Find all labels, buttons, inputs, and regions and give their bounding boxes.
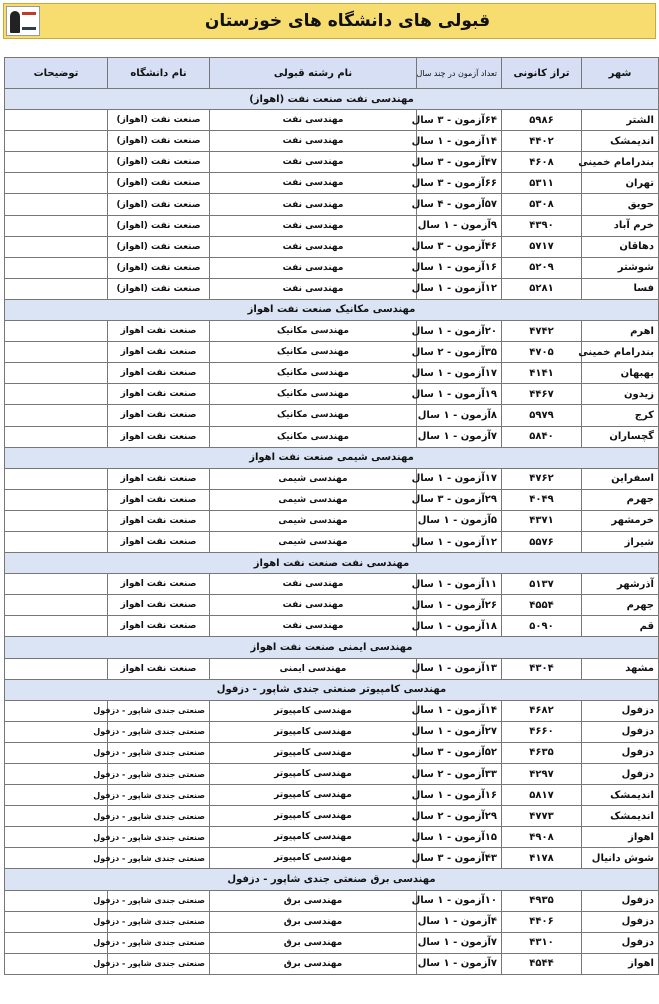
score-cell: ۴۴۰۲ [502, 131, 582, 152]
city-cell: خرم آباد [582, 215, 659, 236]
university-cell: صنعت نفت اهواز [108, 342, 210, 363]
table-row [5, 384, 659, 405]
score-cell: ۴۹۳۵ [502, 890, 582, 911]
table-row [5, 510, 659, 531]
university-cell: صنعتی جندی شاپور - دزفول [108, 932, 210, 953]
major-cell: مهندسی نفت [210, 173, 417, 194]
notes-cell [5, 953, 108, 974]
notes-cell [5, 215, 108, 236]
university-cell: صنعت نفت (اهواز) [108, 215, 210, 236]
table-row [5, 468, 659, 489]
major-cell: مهندسی ایمنی [210, 658, 417, 679]
table-row [5, 911, 659, 932]
notes-cell [5, 764, 108, 785]
score-cell: ۴۱۴۱ [502, 363, 582, 384]
major-cell: مهندسی مکانیک [210, 321, 417, 342]
column-header-notes: توضیحات [5, 58, 108, 89]
university-cell: صنعت نفت اهواز [108, 531, 210, 552]
exam-count-cell: ۱۲آزمون - ۱ سال [417, 278, 502, 299]
city-cell: اهواز [582, 827, 659, 848]
exam-count-cell: ۱۳آزمون - ۱ سال [417, 658, 502, 679]
exam-count-cell: ۱۰آزمون - ۱ سال [417, 890, 502, 911]
exam-count-cell: ۲۹آزمون - ۲ سال [417, 806, 502, 827]
table-row [5, 489, 659, 510]
city-cell: بندرامام خمینی [582, 342, 659, 363]
major-cell: مهندسی نفت [210, 616, 417, 637]
section-title: مهندسی نفت صنعت نفت اهواز [5, 553, 659, 574]
notes-cell [5, 152, 108, 173]
exam-count-cell: ۷آزمون - ۱ سال [417, 932, 502, 953]
university-cell: صنعتی جندی شاپور - دزفول [108, 721, 210, 742]
city-cell: اهرم [582, 321, 659, 342]
university-cell: صنعتی جندی شاپور - دزفول [108, 764, 210, 785]
notes-cell [5, 384, 108, 405]
score-cell: ۵۸۱۷ [502, 785, 582, 806]
major-cell: مهندسی برق [210, 953, 417, 974]
score-cell: ۴۹۰۸ [502, 827, 582, 848]
university-cell: صنعتی جندی شاپور - دزفول [108, 911, 210, 932]
table-row [5, 426, 659, 447]
section-title: مهندسی ایمنی صنعت نفت اهواز [5, 637, 659, 658]
city-cell: اندیمشک [582, 785, 659, 806]
notes-cell [5, 806, 108, 827]
notes-cell [5, 426, 108, 447]
score-cell: ۴۶۸۲ [502, 700, 582, 721]
score-cell: ۵۲۰۹ [502, 257, 582, 278]
score-cell: ۴۳۰۴ [502, 658, 582, 679]
table-row [5, 953, 659, 974]
major-cell: مهندسی مکانیک [210, 342, 417, 363]
admissions-table [4, 57, 659, 975]
table-row [5, 806, 659, 827]
exam-count-cell: ۷آزمون - ۱ سال [417, 953, 502, 974]
notes-cell [5, 595, 108, 616]
score-cell: ۴۶۳۵ [502, 742, 582, 763]
notes-cell [5, 785, 108, 806]
exam-count-cell: ۳۳آزمون - ۲ سال [417, 764, 502, 785]
section-header-row [5, 869, 659, 890]
major-cell: مهندسی کامپیوتر [210, 700, 417, 721]
notes-cell [5, 932, 108, 953]
notes-cell [5, 658, 108, 679]
city-cell: خرمشهر [582, 510, 659, 531]
notes-cell [5, 616, 108, 637]
table-row [5, 700, 659, 721]
notes-cell [5, 890, 108, 911]
major-cell: مهندسی نفت [210, 278, 417, 299]
exam-count-cell: ۸آزمون - ۱ سال [417, 405, 502, 426]
score-cell: ۴۵۵۴ [502, 595, 582, 616]
university-cell: صنعت نفت اهواز [108, 405, 210, 426]
score-cell: ۴۳۷۱ [502, 510, 582, 531]
score-cell: ۴۲۹۷ [502, 764, 582, 785]
exam-count-cell: ۱۹آزمون - ۱ سال [417, 384, 502, 405]
major-cell: مهندسی شیمی [210, 468, 417, 489]
exam-count-cell: ۱۷آزمون - ۱ سال [417, 363, 502, 384]
score-cell: ۵۹۷۹ [502, 405, 582, 426]
city-cell: اندیمشک [582, 131, 659, 152]
column-header-university: نام دانشگاه [108, 58, 210, 89]
major-cell: مهندسی نفت [210, 215, 417, 236]
city-cell: حویق [582, 194, 659, 215]
score-cell: ۵۸۴۰ [502, 426, 582, 447]
major-cell: مهندسی شیمی [210, 489, 417, 510]
exam-count-cell: ۷آزمون - ۱ سال [417, 426, 502, 447]
exam-count-cell: ۱۶آزمون - ۱ سال [417, 785, 502, 806]
table-row [5, 574, 659, 595]
notes-cell [5, 827, 108, 848]
university-cell: صنعتی جندی شاپور - دزفول [108, 742, 210, 763]
notes-cell [5, 236, 108, 257]
score-cell: ۵۰۹۰ [502, 616, 582, 637]
notes-cell [5, 405, 108, 426]
major-cell: مهندسی نفت [210, 257, 417, 278]
major-cell: مهندسی نفت [210, 574, 417, 595]
table-body [5, 89, 659, 975]
city-cell: شوش دانیال [582, 848, 659, 869]
city-cell: اندیمشک [582, 806, 659, 827]
table-row [5, 131, 659, 152]
table-row [5, 827, 659, 848]
section-header-row [5, 447, 659, 468]
score-cell: ۴۷۰۵ [502, 342, 582, 363]
section-title: مهندسی مکانیک صنعت نفت اهواز [5, 299, 659, 320]
university-cell: صنعت نفت اهواز [108, 658, 210, 679]
notes-cell [5, 742, 108, 763]
notes-cell [5, 489, 108, 510]
page-title: قبولی های دانشگاه های خوزستان [204, 11, 491, 31]
university-cell: صنعتی جندی شاپور - دزفول [108, 890, 210, 911]
major-cell: مهندسی شیمی [210, 531, 417, 552]
exam-count-cell: ۱۴آزمون - ۱ سال [417, 700, 502, 721]
university-cell: صنعت نفت (اهواز) [108, 131, 210, 152]
section-title: مهندسی برق صنعتی جندی شاپور - دزفول [5, 869, 659, 890]
notes-cell [5, 110, 108, 131]
column-header-exam-count: تعداد آزمون در چند سال [417, 58, 502, 89]
exam-count-cell: ۴۷آزمون - ۳ سال [417, 152, 502, 173]
university-cell: صنعتی جندی شاپور - دزفول [108, 785, 210, 806]
score-cell: ۴۰۴۹ [502, 489, 582, 510]
table-row [5, 848, 659, 869]
graduate-figure-icon [10, 11, 20, 33]
city-cell: دزفول [582, 932, 659, 953]
exam-count-cell: ۵۷آزمون - ۴ سال [417, 194, 502, 215]
university-cell: صنعت نفت (اهواز) [108, 194, 210, 215]
city-cell: اسفراین [582, 468, 659, 489]
notes-cell [5, 468, 108, 489]
city-cell: اهواز [582, 953, 659, 974]
table-row [5, 595, 659, 616]
major-cell: مهندسی مکانیک [210, 363, 417, 384]
major-cell: مهندسی کامپیوتر [210, 721, 417, 742]
major-cell: مهندسی کامپیوتر [210, 848, 417, 869]
exam-count-cell: ۵۲آزمون - ۳ سال [417, 742, 502, 763]
table-row [5, 405, 659, 426]
section-title: مهندسی نفت صنعت نفت (اهواز) [5, 89, 659, 110]
table-row [5, 257, 659, 278]
major-cell: مهندسی نفت [210, 194, 417, 215]
city-cell: الشتر [582, 110, 659, 131]
major-cell: مهندسی نفت [210, 595, 417, 616]
exam-count-cell: ۲۹آزمون - ۳ سال [417, 489, 502, 510]
score-cell: ۴۱۷۸ [502, 848, 582, 869]
table-header-row [5, 58, 659, 89]
table-row [5, 321, 659, 342]
city-cell: مشهد [582, 658, 659, 679]
notes-cell [5, 721, 108, 742]
university-cell: صنعت نفت اهواز [108, 321, 210, 342]
column-header-city: شهر [582, 58, 659, 89]
major-cell: مهندسی نفت [210, 236, 417, 257]
logo-icon [6, 6, 40, 36]
table-row [5, 110, 659, 131]
university-cell: صنعت نفت اهواز [108, 363, 210, 384]
table-row [5, 721, 659, 742]
notes-cell [5, 700, 108, 721]
table-row [5, 764, 659, 785]
university-cell: صنعت نفت اهواز [108, 574, 210, 595]
logo-mark-icon [22, 12, 36, 30]
university-cell: صنعت نفت اهواز [108, 468, 210, 489]
major-cell: مهندسی شیمی [210, 510, 417, 531]
score-cell: ۵۱۳۷ [502, 574, 582, 595]
section-title: مهندسی شیمی صنعت نفت اهواز [5, 447, 659, 468]
admissions-table-container [4, 57, 658, 975]
score-cell: ۴۷۶۲ [502, 468, 582, 489]
exam-count-cell: ۳۵آزمون - ۲ سال [417, 342, 502, 363]
city-cell: دزفول [582, 742, 659, 763]
notes-cell [5, 531, 108, 552]
section-header-row [5, 553, 659, 574]
city-cell: آذرشهر [582, 574, 659, 595]
section-header-row [5, 637, 659, 658]
city-cell: شوشتر [582, 257, 659, 278]
major-cell: مهندسی برق [210, 932, 417, 953]
notes-cell [5, 257, 108, 278]
major-cell: مهندسی مکانیک [210, 426, 417, 447]
table-row [5, 932, 659, 953]
section-title: مهندسی کامپیوتر صنعتی جندی شاپور - دزفول [5, 679, 659, 700]
score-cell: ۴۴۰۶ [502, 911, 582, 932]
column-header-major: نام رشته قبولی [210, 58, 417, 89]
major-cell: مهندسی کامپیوتر [210, 827, 417, 848]
score-cell: ۵۳۰۸ [502, 194, 582, 215]
exam-count-cell: ۱۴آزمون - ۱ سال [417, 131, 502, 152]
notes-cell [5, 173, 108, 194]
exam-count-cell: ۴آزمون - ۱ سال [417, 911, 502, 932]
city-cell: دزفول [582, 700, 659, 721]
city-cell: گچساران [582, 426, 659, 447]
score-cell: ۴۷۷۳ [502, 806, 582, 827]
major-cell: مهندسی برق [210, 911, 417, 932]
city-cell: دهاقان [582, 236, 659, 257]
notes-cell [5, 321, 108, 342]
major-cell: مهندسی مکانیک [210, 405, 417, 426]
city-cell: جهرم [582, 489, 659, 510]
university-cell: صنعتی جندی شاپور - دزفول [108, 848, 210, 869]
table-row [5, 278, 659, 299]
city-cell: قم [582, 616, 659, 637]
table-row [5, 236, 659, 257]
score-cell: ۵۹۸۶ [502, 110, 582, 131]
city-cell: دزفول [582, 721, 659, 742]
notes-cell [5, 363, 108, 384]
section-header-row [5, 89, 659, 110]
major-cell: مهندسی کامپیوتر [210, 764, 417, 785]
notes-cell [5, 848, 108, 869]
notes-cell [5, 911, 108, 932]
section-header-row [5, 679, 659, 700]
table-row [5, 890, 659, 911]
exam-count-cell: ۲۰آزمون - ۱ سال [417, 321, 502, 342]
city-cell: شیراز [582, 531, 659, 552]
table-row [5, 173, 659, 194]
score-cell: ۴۷۴۲ [502, 321, 582, 342]
exam-count-cell: ۶۶آزمون - ۳ سال [417, 173, 502, 194]
university-cell: صنعت نفت (اهواز) [108, 278, 210, 299]
score-cell: ۵۳۱۱ [502, 173, 582, 194]
city-cell: دزفول [582, 764, 659, 785]
notes-cell [5, 278, 108, 299]
score-cell: ۴۵۴۴ [502, 953, 582, 974]
city-cell: زیدون [582, 384, 659, 405]
table-row [5, 785, 659, 806]
table-row [5, 658, 659, 679]
table-row [5, 152, 659, 173]
university-cell: صنعت نفت (اهواز) [108, 152, 210, 173]
exam-count-cell: ۱۷آزمون - ۱ سال [417, 468, 502, 489]
exam-count-cell: ۱۸آزمون - ۱ سال [417, 616, 502, 637]
city-cell: دزفول [582, 911, 659, 932]
score-cell: ۵۷۱۷ [502, 236, 582, 257]
notes-cell [5, 131, 108, 152]
exam-count-cell: ۲۶آزمون - ۱ سال [417, 595, 502, 616]
score-cell: ۴۳۱۰ [502, 932, 582, 953]
university-cell: صنعتی جندی شاپور - دزفول [108, 827, 210, 848]
major-cell: مهندسی نفت [210, 152, 417, 173]
notes-cell [5, 510, 108, 531]
exam-count-cell: ۱۲آزمون - ۱ سال [417, 531, 502, 552]
city-cell: بهبهان [582, 363, 659, 384]
score-cell: ۴۶۰۸ [502, 152, 582, 173]
table-row [5, 531, 659, 552]
score-cell: ۴۴۶۷ [502, 384, 582, 405]
university-cell: صنعتی جندی شاپور - دزفول [108, 700, 210, 721]
major-cell: مهندسی کامپیوتر [210, 785, 417, 806]
exam-count-cell: ۴۳آزمون - ۳ سال [417, 848, 502, 869]
notes-cell [5, 194, 108, 215]
exam-count-cell: ۵آزمون - ۱ سال [417, 510, 502, 531]
university-cell: صنعت نفت اهواز [108, 384, 210, 405]
table-row [5, 194, 659, 215]
table-row [5, 215, 659, 236]
university-cell: صنعت نفت اهواز [108, 489, 210, 510]
exam-count-cell: ۶۴آزمون - ۳ سال [417, 110, 502, 131]
score-cell: ۴۶۶۰ [502, 721, 582, 742]
university-cell: صنعت نفت اهواز [108, 595, 210, 616]
university-cell: صنعت نفت (اهواز) [108, 236, 210, 257]
major-cell: مهندسی نفت [210, 110, 417, 131]
major-cell: مهندسی نفت [210, 131, 417, 152]
university-cell: صنعت نفت اهواز [108, 510, 210, 531]
column-header-score: تراز کانونی [502, 58, 582, 89]
city-cell: بندرامام خمینی [582, 152, 659, 173]
university-cell: صنعت نفت (اهواز) [108, 257, 210, 278]
exam-count-cell: ۲۷آزمون - ۱ سال [417, 721, 502, 742]
city-cell: کرج [582, 405, 659, 426]
city-cell: تهران [582, 173, 659, 194]
score-cell: ۴۳۹۰ [502, 215, 582, 236]
exam-count-cell: ۱۵آزمون - ۱ سال [417, 827, 502, 848]
university-cell: صنعت نفت اهواز [108, 426, 210, 447]
table-row [5, 742, 659, 763]
university-cell: صنعت نفت اهواز [108, 616, 210, 637]
university-cell: صنعتی جندی شاپور - دزفول [108, 953, 210, 974]
score-cell: ۵۵۷۶ [502, 531, 582, 552]
city-cell: جهرم [582, 595, 659, 616]
table-row [5, 616, 659, 637]
table-row [5, 342, 659, 363]
score-cell: ۵۲۸۱ [502, 278, 582, 299]
university-cell: صنعتی جندی شاپور - دزفول [108, 806, 210, 827]
exam-count-cell: ۹آزمون - ۱ سال [417, 215, 502, 236]
university-cell: صنعت نفت (اهواز) [108, 173, 210, 194]
city-cell: دزفول [582, 890, 659, 911]
notes-cell [5, 574, 108, 595]
city-cell: فسا [582, 278, 659, 299]
major-cell: مهندسی کامپیوتر [210, 806, 417, 827]
title-bar [3, 3, 656, 39]
exam-count-cell: ۱۱آزمون - ۱ سال [417, 574, 502, 595]
section-header-row [5, 299, 659, 320]
major-cell: مهندسی مکانیک [210, 384, 417, 405]
major-cell: مهندسی کامپیوتر [210, 742, 417, 763]
exam-count-cell: ۴۶آزمون - ۳ سال [417, 236, 502, 257]
exam-count-cell: ۱۶آزمون - ۱ سال [417, 257, 502, 278]
major-cell: مهندسی برق [210, 890, 417, 911]
university-cell: صنعت نفت (اهواز) [108, 110, 210, 131]
notes-cell [5, 342, 108, 363]
table-row [5, 363, 659, 384]
